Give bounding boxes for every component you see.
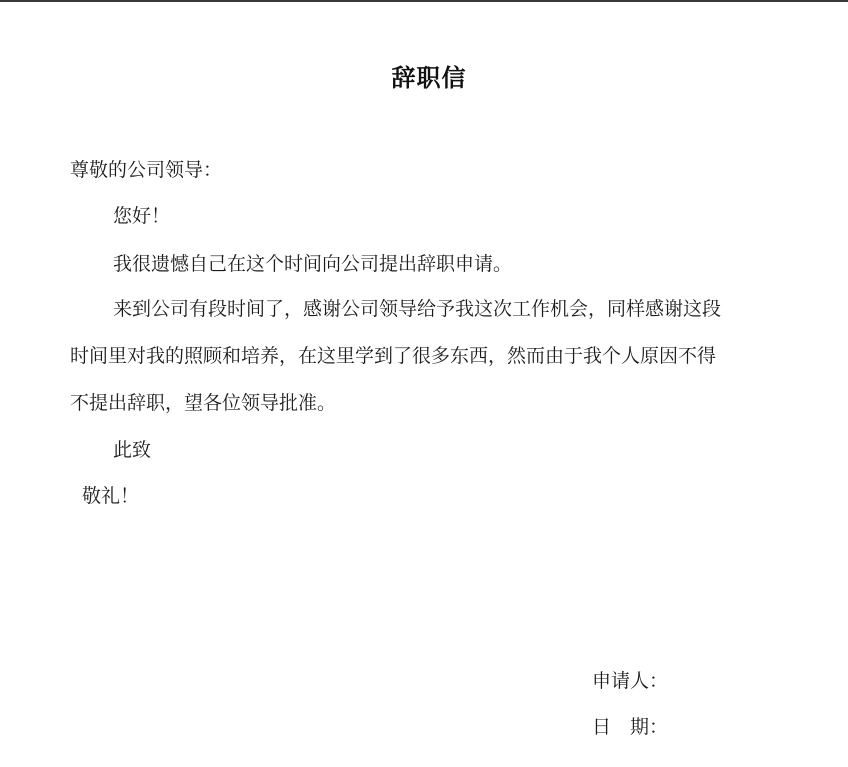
- paragraph-2-line-2: 时间里对我的照顾和培养，在这里学到了很多东西，然而由于我个人原因不得: [70, 345, 717, 367]
- closing-line-1: 此致: [113, 439, 152, 461]
- salutation: 尊敬的公司领导：: [70, 159, 223, 181]
- paragraph-2-line-1: 来到公司有段时间了，感谢公司领导给予我这次工作机会，同样感谢这段: [113, 298, 722, 320]
- date-label: 日 期：: [592, 716, 669, 738]
- applicant-label: 申请人：: [592, 670, 669, 692]
- document-title: 辞职信: [391, 63, 467, 92]
- paragraph-1: 我很遗憾自己在这个时间向公司提出辞职申请。: [113, 253, 513, 275]
- closing-line-2: 敬礼！: [82, 485, 140, 507]
- top-border: [0, 0, 848, 2]
- greeting: 您好！: [113, 205, 171, 227]
- paragraph-2-line-3: 不提出辞职，望各位领导批准。: [70, 392, 337, 414]
